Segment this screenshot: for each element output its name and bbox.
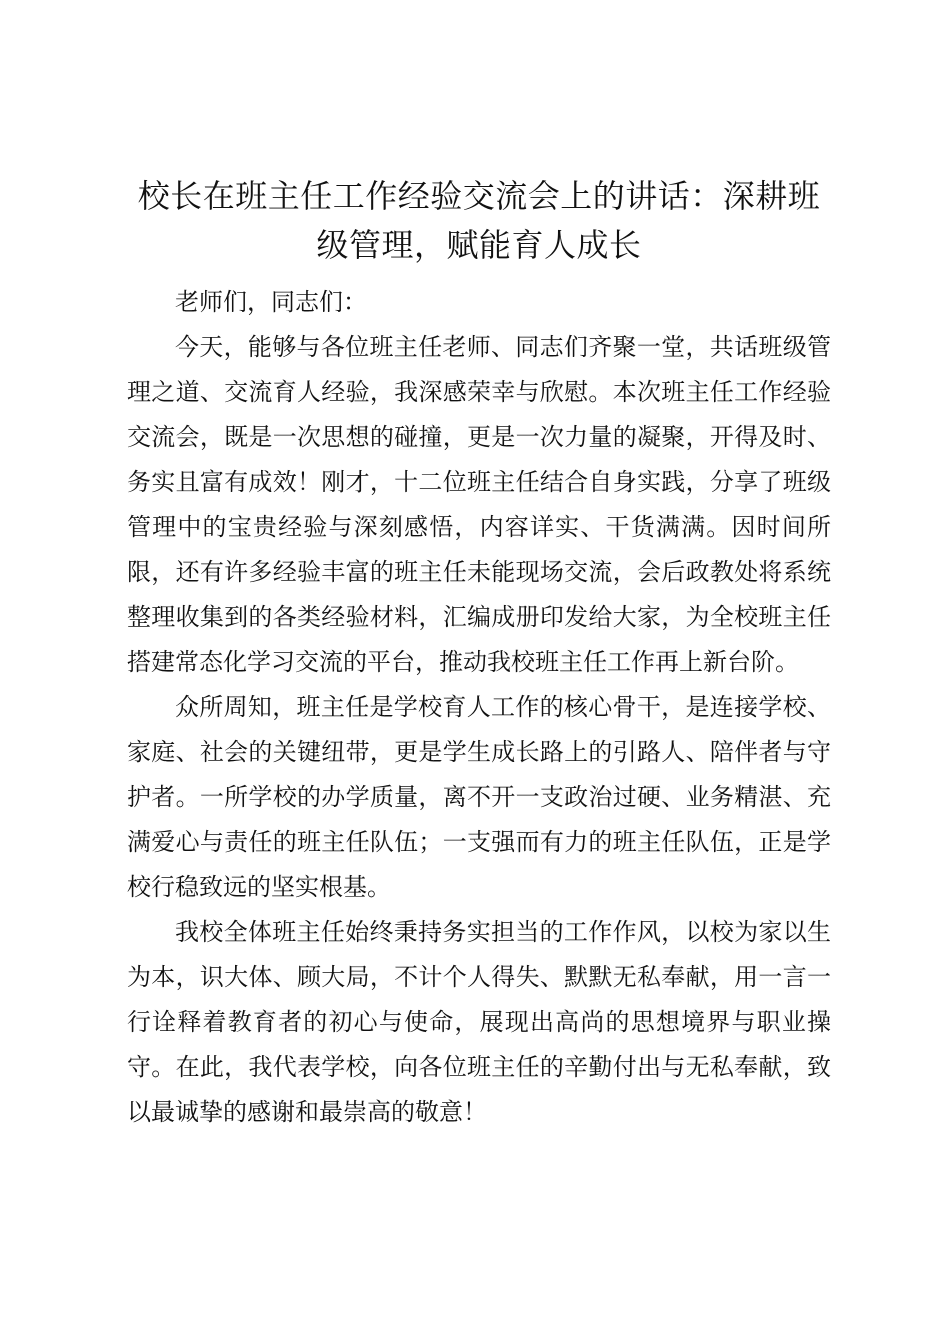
document-title: 校长在班主任工作经验交流会上的讲话：深耕班级管理，赋能育人成长	[137, 177, 821, 264]
salutation: 老师们，同志们：	[175, 288, 367, 316]
document-body	[127, 172, 831, 1135]
paragraph-opening: 今天，能够与各位班主任老师、同志们齐聚一堂，共话班级管理之道、交流育人经验，我深感荣幸与欣慰。本次班主任工作经验交流会，既是一次思想的碰撞，更是一次力量的凝聚，开得及时、务实且富有成效！刚才，十二位班主任结合自身实践，分享了班级管理中的宝贵经验与深刻感悟，内容详实、干货满满。因时间所限，还有许多经验丰富的班主任未能现场交流，会后政教处将系统整理收集到的各类经验材料，汇编成册印发给大家，为全校班主任搭建常态化学习交流的平台，推动我校班主任工作再上新台阶。	[127, 333, 831, 676]
paragraph-gratitude: 我校全体班主任始终秉持务实担当的工作作风，以校为家以生为本，识大体、顾大局，不计个人得失、默默无私奉献，用一言一行诠释着教育者的初心与使命，展现出高尚的思想境界与职业操守。在此，我代表学校，向各位班主任的辛勤付出与无私奉献，致以最诚挚的感谢和最崇高的敬意！	[127, 918, 831, 1126]
paragraph-role-of-head-teachers: 众所周知，班主任是学校育人工作的核心骨干，是连接学校、家庭、社会的关键纽带，更是学生成长路上的引路人、陪伴者与守护者。一所学校的办学质量，离不开一支政治过硬、业务精湛、充满爱心与责任的班主任队伍；一支强而有力的班主任队伍，正是学校行稳致远的坚实根基。	[127, 693, 831, 901]
